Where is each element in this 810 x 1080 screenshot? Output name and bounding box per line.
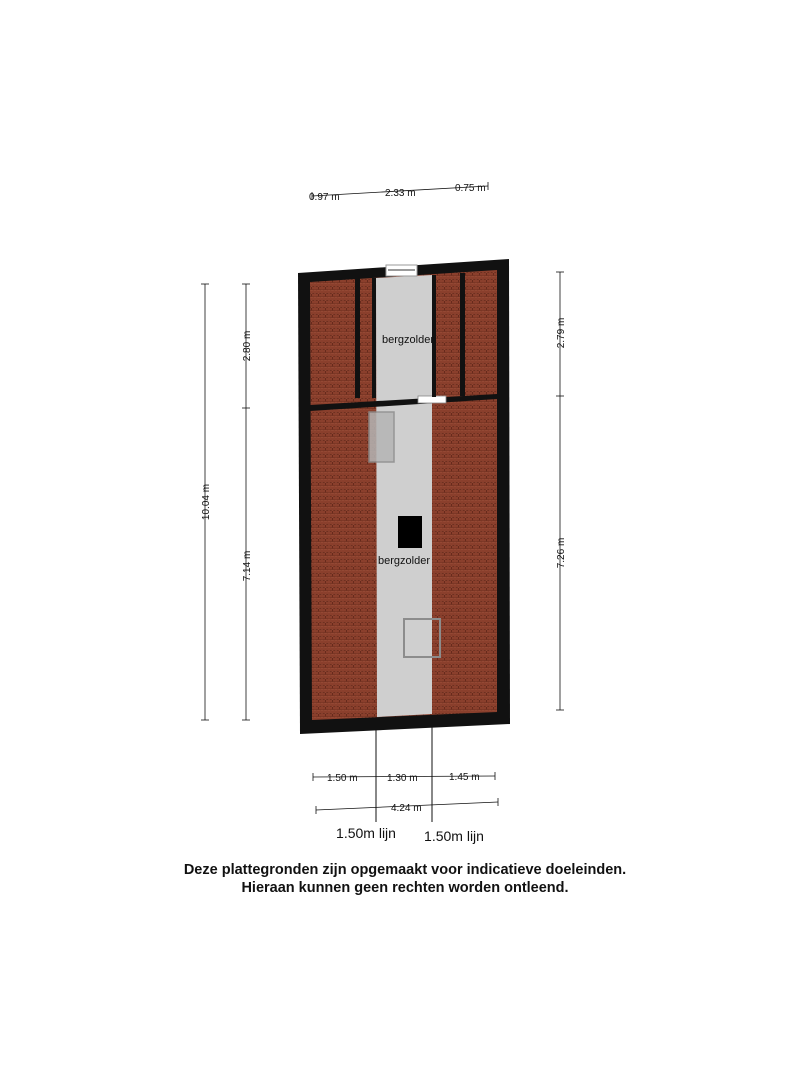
dim-right-lower: 7.26 m [556,537,567,569]
knee-wall-left-outer [355,277,360,398]
knee-wall-right-outer [460,273,465,396]
skylight-upper [369,412,394,462]
dim-bottom-mid: 1.30 m [387,773,418,784]
dim-top-right: 0.75 m [455,183,486,194]
room-label-lower: bergzolder [378,555,430,567]
chimney [398,516,422,548]
dim-bottom-total: 4.24 m [391,803,422,814]
lijn-left-label: 1.50m lijn [336,825,396,841]
dim-top-left: 0.97 m [309,192,340,203]
dim-bottom-left: 1.50 m [327,773,358,784]
dim-left-upper: 2.80 m [242,330,253,362]
dim-left-total: 10.04 m [201,483,212,521]
dim-top-mid: 2.33 m [385,188,416,199]
door-opening [418,396,446,403]
lijn-right-label: 1.50m lijn [424,828,484,844]
disclaimer-line-1: Deze plattegronden zijn opgemaakt voor indicatieve doeleinden. [183,862,627,878]
disclaimer-line-2: Hieraan kunnen geen rechten worden ontleend. [241,880,569,896]
room-label-upper: bergzolder [382,334,434,346]
knee-wall-left-inner [372,278,376,398]
dim-bottom-right: 1.45 m [449,772,480,783]
dim-right-upper: 2.79 m [556,317,567,349]
dim-left-lower: 7.14 m [242,550,253,582]
